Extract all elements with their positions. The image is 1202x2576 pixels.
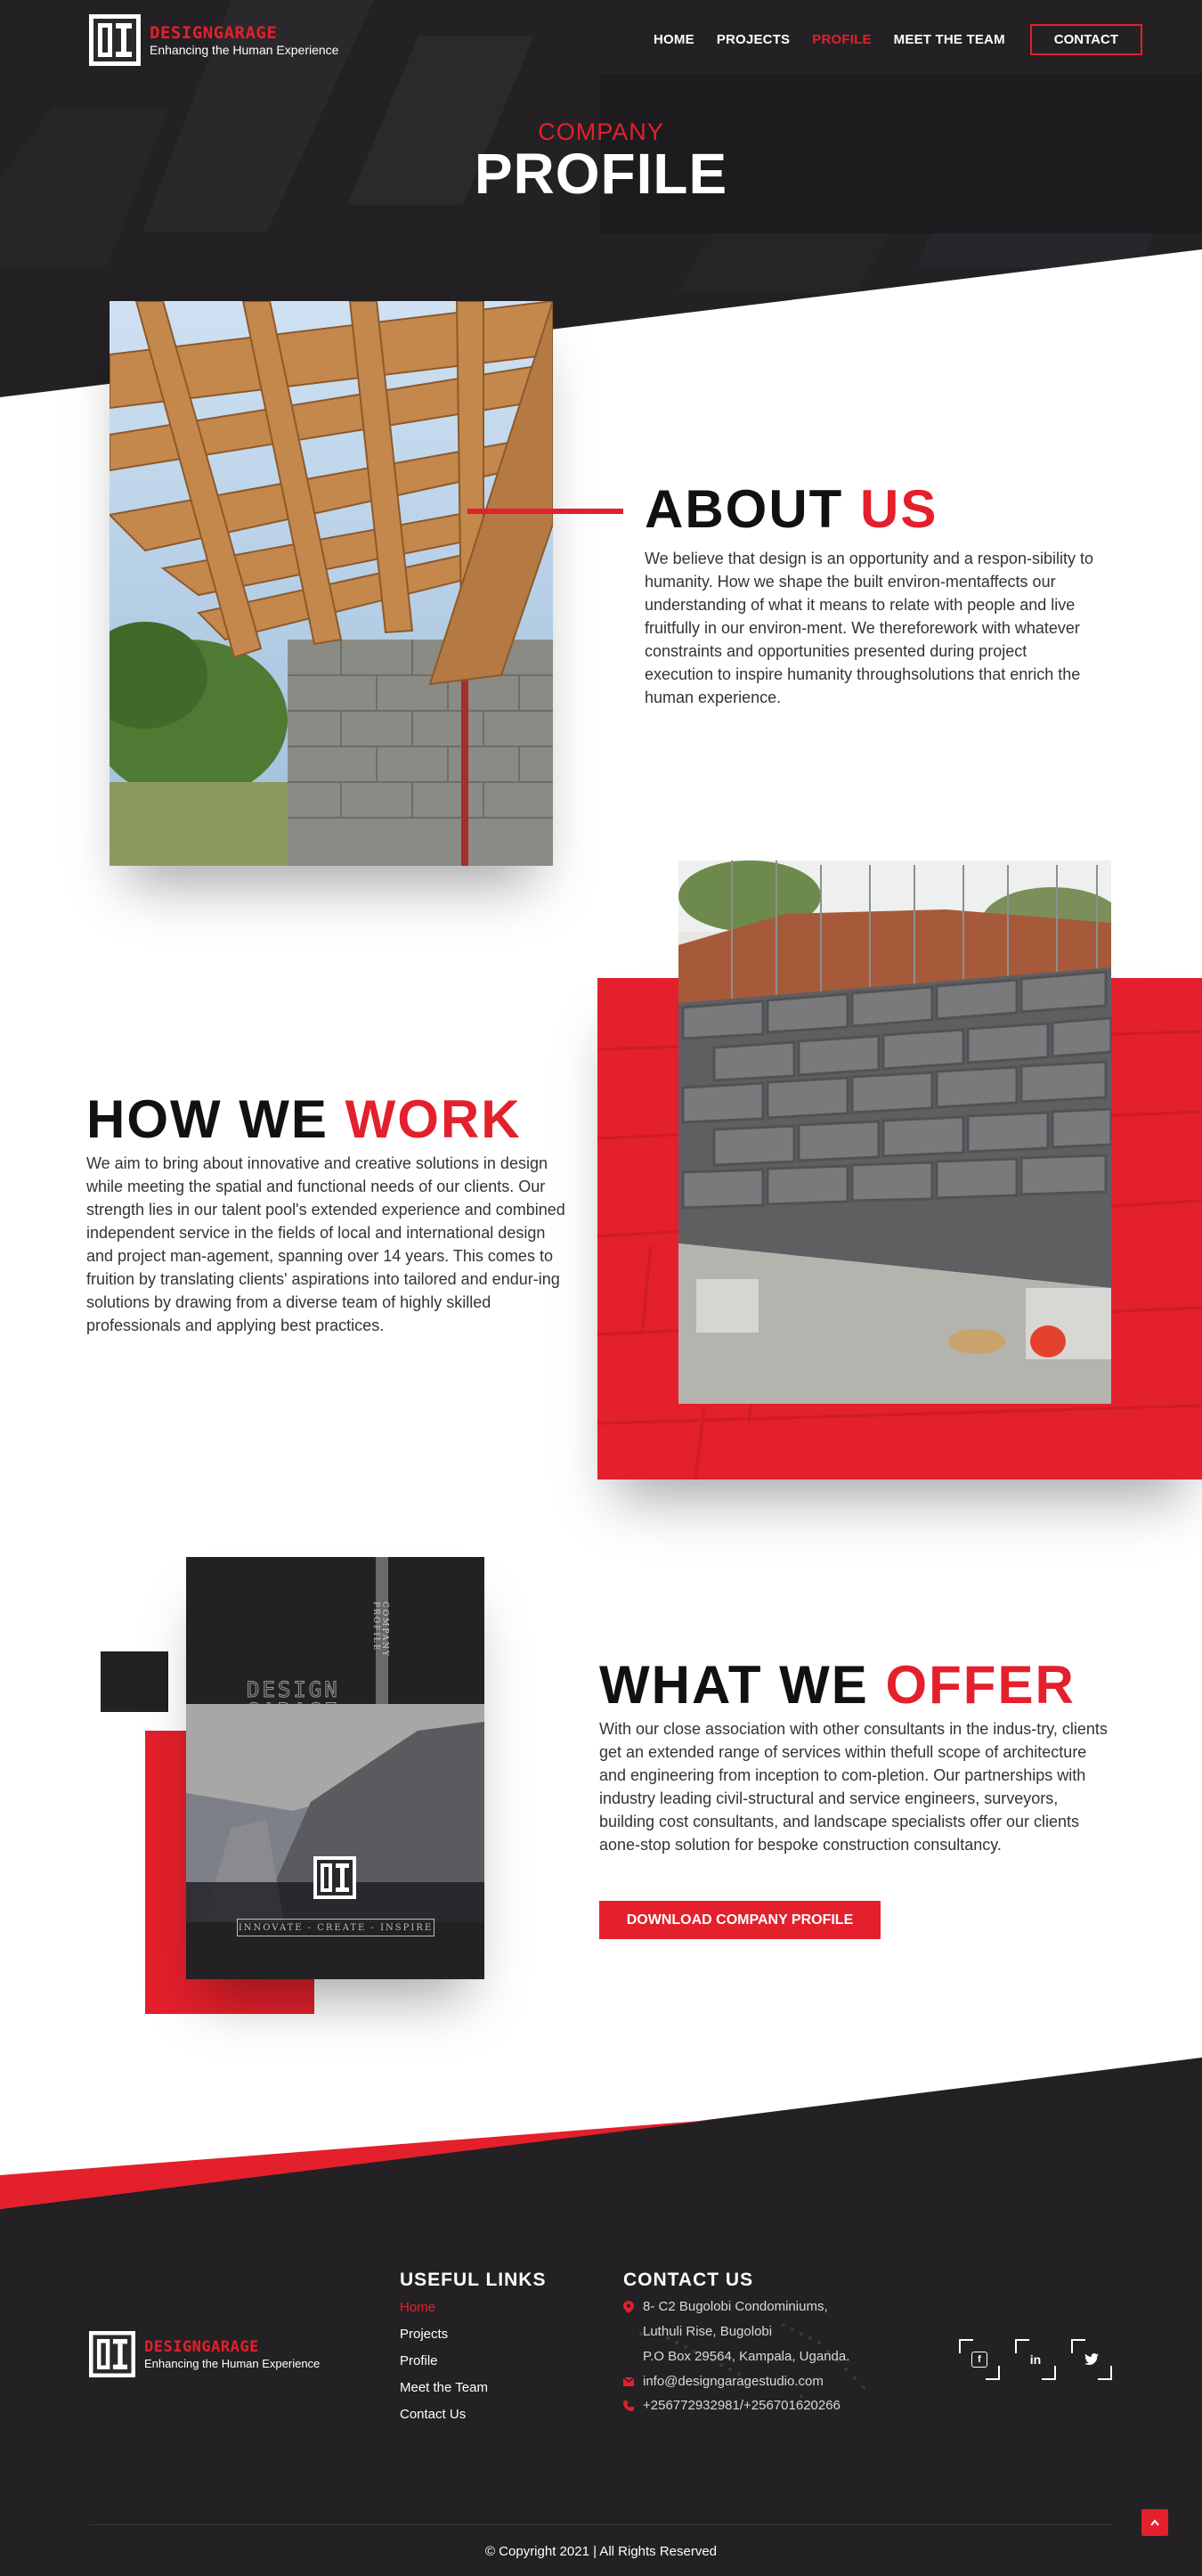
footer-address-line-1 (623, 2299, 828, 2314)
work-image (678, 860, 1111, 1404)
download-profile-button[interactable]: DOWNLOAD COMPANY PROFILE (599, 1901, 881, 1939)
footer-phone-row[interactable] (623, 2398, 841, 2413)
footer-logo-mark-icon (89, 2331, 135, 2377)
offer-title-a: WHAT WE (599, 1655, 869, 1715)
about-title-a: ABOUT (645, 479, 844, 539)
work-text: We aim to bring about innovative and creative solutions in design while meeting the spatial and functional needs of our clients. Our strength lies in our talent pool's extended experience and combined independent service in the fields of local and international design and project man-agement, spanning over 14 years. This comes to fruition by translating clients' aspirations into tailored and endur-ing solutions by drawing from a diverse team of highly skilled professionals and applying best practices. (86, 1154, 565, 1334)
footer-email[interactable]: info@designgaragestudio.com (643, 2374, 824, 2389)
footer-phone[interactable]: +256772932981/+256701620266 (643, 2398, 841, 2413)
nav-profile[interactable]: PROFILE (812, 32, 872, 47)
back-to-top-button[interactable] (1141, 2509, 1168, 2536)
hero-kicker: COMPANY (538, 118, 664, 145)
logo-name: DESIGNGARAGE (150, 23, 278, 43)
location-pin-icon (623, 2301, 634, 2313)
brochure-title: DESIGN (247, 1677, 340, 1702)
offer-title-b: OFFER (885, 1655, 1076, 1715)
footer-email-row[interactable] (623, 2374, 824, 2389)
footer-address-2: Luthuli Rise, Bugolobi (643, 2324, 773, 2339)
nav-home[interactable]: HOME (654, 32, 694, 47)
footer-link-profile[interactable]: Profile (400, 2353, 438, 2368)
work-title-a: HOW WE (86, 1089, 329, 1149)
chevron-up-icon (1150, 2519, 1159, 2526)
footer-address-3: P.O Box 29564, Kampala, Uganda. (643, 2349, 850, 2364)
copyright-text: © Copyright 2021 | All Rights Reserved (484, 2544, 718, 2559)
nav-projects[interactable]: PROJECTS (716, 32, 791, 47)
work-title (86, 1088, 522, 1150)
facebook-icon[interactable]: f (959, 2339, 1000, 2380)
brochure-logo-icon (313, 1856, 356, 1899)
footer-divider (89, 2524, 1113, 2525)
useful-links-heading: USEFUL LINKS (400, 2270, 547, 2290)
offer-dark-square (101, 1651, 168, 1712)
footer-link-meet-the-team[interactable]: Meet the Team (400, 2380, 488, 2395)
nav-contact-button[interactable]: CONTACT (1030, 24, 1142, 55)
about-text: We believe that design is an opportunity and a respon-sibility to humanity. How we shape the built environ-mentaffects our understanding of what it means to relate with people and live fruitfully in our environ-ment. We thereforework with whatever constraints and opportunities presented during project execution to inspire humanity throughsolutions that enrich the human experience. (645, 550, 1093, 706)
about-title-b: US (859, 479, 938, 539)
phone-icon (623, 2401, 634, 2411)
footer-link-contact-us[interactable]: Contact Us (400, 2407, 467, 2422)
footer-background (0, 2058, 1202, 2576)
about-accent-line (467, 509, 623, 514)
footer-logo-tagline: Enhancing the Human Experience (144, 2357, 321, 2370)
footer-link-projects[interactable]: Projects (400, 2327, 449, 2342)
about-image (110, 301, 553, 866)
offer-text: With our close association with other consultants in the indus-try, clients get an extended range of services within thefull scope of architecture and engineering from inception to com-pletion. Our partnerships with industry leading civil-structural and service engineers, surveyors, building cost consultants, and landscape specialists offer our clients aone-stop solution for bespoke construction consultancy. (599, 1720, 1108, 1854)
header-logo[interactable] (89, 14, 338, 66)
hero-title: PROFILE (474, 142, 728, 206)
logo-tagline: Enhancing the Human Experience (150, 43, 339, 57)
offer-title (599, 1654, 1076, 1716)
work-title-b: WORK (345, 1089, 522, 1149)
footer-address-1: 8- C2 Bugolobi Condominiums, (643, 2299, 828, 2314)
brochure-footer-text: INNOVATE - CREATE - INSPIRE (237, 1919, 435, 1936)
brochure-spine-text: COMPANY PROFILE (371, 1602, 389, 1659)
contact-us-heading: CONTACT US (623, 2270, 754, 2290)
footer-logo[interactable] (89, 2331, 320, 2377)
envelope-icon (623, 2377, 634, 2386)
footer-link-home[interactable]: Home (400, 2300, 436, 2315)
logo-mark-icon (89, 14, 141, 66)
about-title (645, 478, 938, 540)
footer-logo-name: DESIGNGARAGE (144, 2338, 259, 2356)
twitter-icon[interactable] (1071, 2339, 1112, 2380)
nav-meet-the-team[interactable]: MEET THE TEAM (893, 32, 1005, 47)
offer-brochure (186, 1557, 484, 1979)
linkedin-icon[interactable]: in (1015, 2339, 1056, 2380)
main-nav (654, 24, 1142, 55)
